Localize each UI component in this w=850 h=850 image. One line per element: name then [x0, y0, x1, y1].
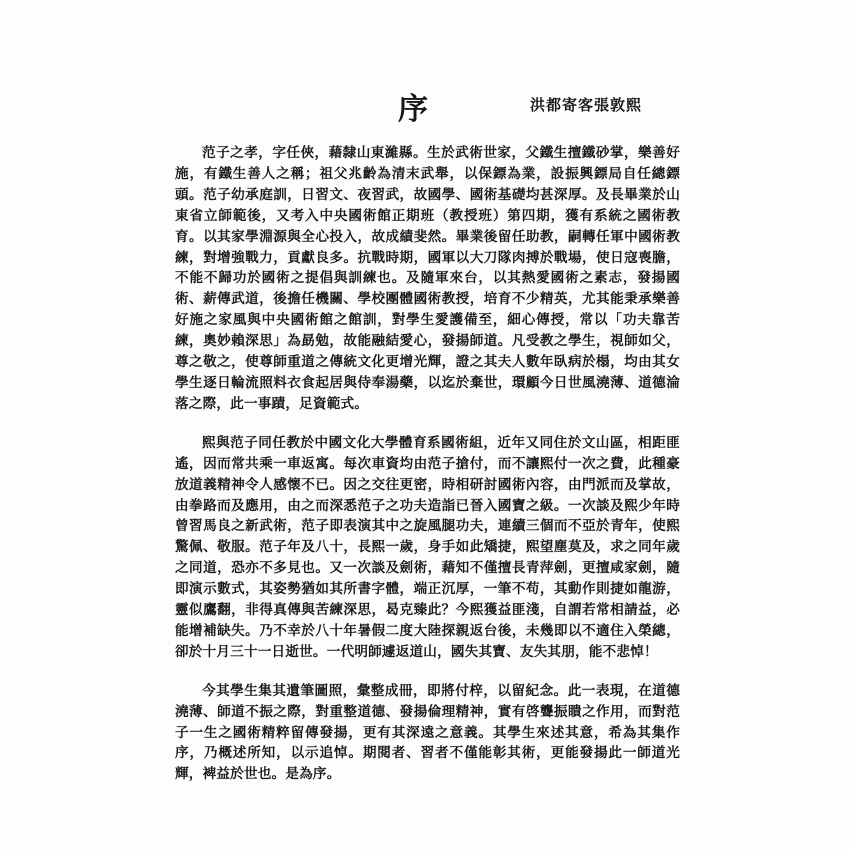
paragraph-3: 今其學生集其遺筆圖照，彙整成冊，即將付梓，以留紀念。此一表現，在道德澆薄、師道不振之際，對重整道德、發揚倫理精神，實有啓聾振瞶之作用，而對范子一生之國術精粹留傳發揚，更有其深遠之意義。其學生來述其意，希為其集作序，乃概述所知，以示追悼。期閱者、習者不僅能彰其術，更能發揚此一師道光輝，裨益於世也。是為序。	[175, 682, 680, 783]
page-title: 序	[398, 92, 430, 127]
title-row	[0, 84, 850, 127]
preface-body	[175, 143, 680, 803]
paragraph-1: 范子之孝，字任俠，藉隸山東濰縣。生於武術世家，父鐵生擅鐵砂掌，樂善好施，有鐵生善人之稱；祖父兆齡為清末武舉，以保鏢為業，設振興鏢局自任總鏢頭。范子幼承庭訓，日習文、夜習武，故國學、國術基礎均甚深厚。及長畢業於山東省立師範後，又考入中央國術館正期班（教授班）第四期，獲有系統之國術教育。以其家學淵源與全心投入，故成績斐然。畢業後留任助教，嗣轉任軍中國術教練，對增強戰力，貢獻良多。抗戰時期，國軍以大刀隊肉搏於戰場，使日寇喪膽，不能不歸功於國術之提倡與訓練也。及隨軍來台，以其熱愛國術之素志，發揚國術、薪傳武道，後擔任機關、學校團體國術教授，培育不少精英，尤其能秉承樂善好施之家風與中央國術館之館訓，對學生愛護備至，細心傳授，常以「功夫靠苦練，奧妙賴深思」為勗勉，故能融結愛心，發揚師道。凡受教之學生，視師如父，尊之敬之，使尊師重道之傳統文化更增光輝，證之其夫人數年臥病於榻，均由其女學生逐日輪流照料衣食起居與侍奉湯藥，以迄於棄世，環顧今日世風澆薄、道德淪落之際，此一事蹟，足資範式。	[175, 145, 680, 412]
paragraph-2: 熙與范子同任教於中國文化大學體育系國術組，近年又同住於文山區，相距匪遙，因而常共乘一車返寓。每次車資均由范子搶付，而不讓熙付一次之費，此種豪放道義精神令人感懷不已。因之交往更密，時相研討國術內容，由門派而及掌故，由拳路而及應用，由之而深悉范子之功夫造詣已晉入國寶之級。一次談及熙少年時曾習馬良之新武術，范子即表演其中之旋風腿功夫，連續三個而不亞於青年，使熙驚佩、敬服。范子年及八十，長熙一歲，身手如此矯捷，熙望塵莫及，求之同年歲之同道，恐亦不多見也。又一次談及劍術，藉知不僅擅長青萍劍，更擅咸家劍，隨即演示數式，其姿勢猶如其所書字體，端正沉厚，一筆不苟，其動作則捷如龍游，靈似鷹翻，非得真傳與苦練深思，曷克臻此？今熙獲益匪淺，自謂若常相請益，必能增補缺失。乃不幸於八十年暑假二度大陸探親返台後，未幾即以不適住入榮總，卻於十月三十一日逝世。一代明師遽返道山，國失其寶、友失其朋，能不悲悼！	[175, 434, 680, 660]
author-byline: 洪都寄客張敦熙	[530, 96, 643, 114]
